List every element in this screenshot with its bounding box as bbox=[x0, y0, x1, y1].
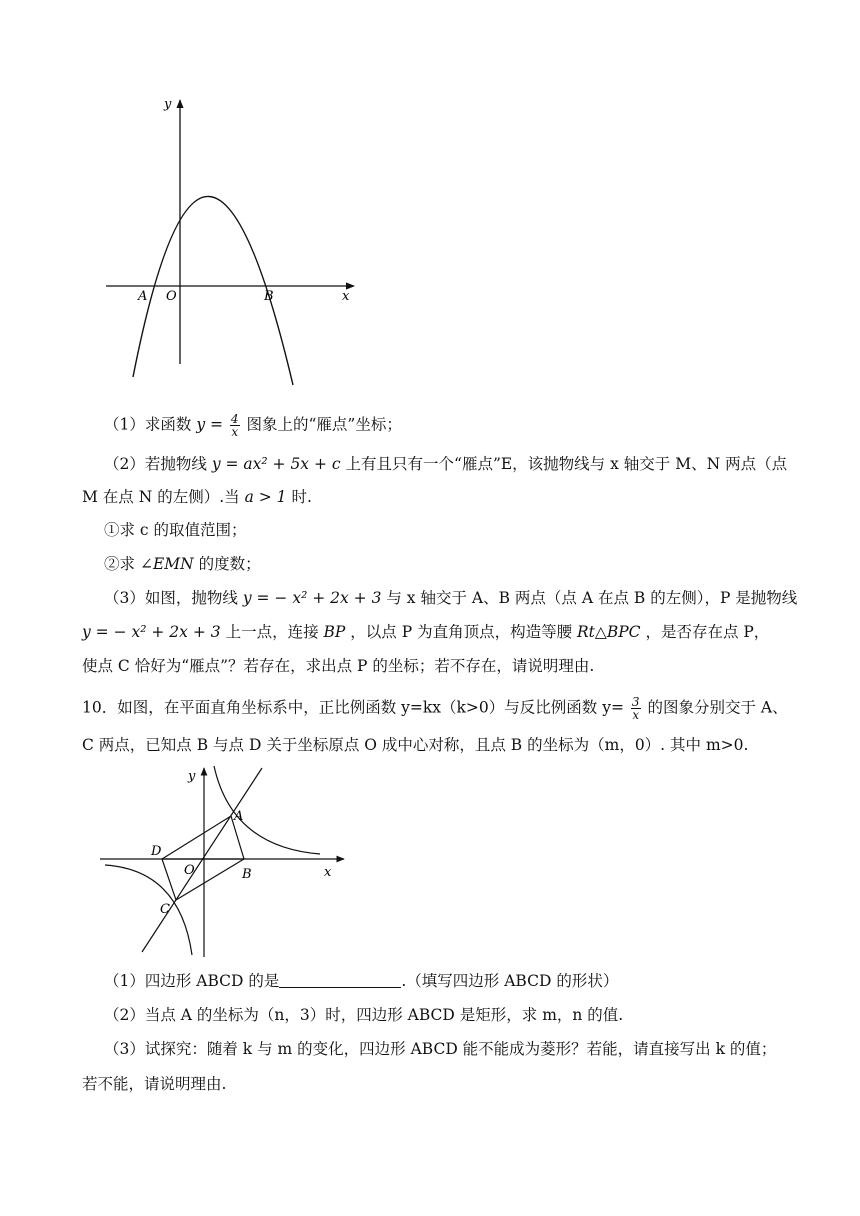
label-A-2: A bbox=[234, 809, 244, 824]
label-D-2: D bbox=[151, 844, 162, 859]
label-C-2: C bbox=[160, 902, 170, 917]
q9-part3-line3: 使点 C 恰好为“雁点”？若存在，求出点 P 的坐标；若不存在，请说明理由. bbox=[82, 657, 595, 675]
label-B-2: B bbox=[242, 867, 252, 882]
label-B: B bbox=[264, 289, 274, 304]
q9-part3-line1: （3）如图，抛物线 y = − x² + 2x + 3 与 x 轴交于 A、B 两点（点 A 在点 B 的左侧），P 是抛物线 bbox=[104, 589, 798, 607]
q9-part2-sub1: ①求 c 的取值范围； bbox=[104, 521, 247, 539]
q10-part3-line1: （3）试探究：随着 k 与 m 的变化，四边形 ABCD 能不能成为菱形？若能，请直接写出 k 的值； bbox=[104, 1040, 777, 1058]
label-y: y bbox=[164, 97, 172, 112]
label-x: x bbox=[342, 289, 350, 304]
label-O-2: O bbox=[184, 863, 195, 878]
q9-part1: （1）求函数 y = $\frac{4}{x}$ 图象上的“雁点”坐标； bbox=[104, 412, 402, 439]
q10-stem-line2: C 两点，已知点 B 与点 D 关于坐标原点 O 成中心对称，且点 B 的坐标为（m，0）. 其中 m>0. bbox=[82, 736, 749, 754]
q10-part1: （1）四边形 ABCD 的是 .（填写四边形 ABCD 的形状） bbox=[104, 972, 619, 990]
q10-part3-line2: 若不能，请说明理由. bbox=[82, 1075, 227, 1093]
label-x-2: x bbox=[324, 865, 332, 880]
fraction-4-over-x: $\frac{4}{x}$ bbox=[230, 412, 239, 439]
answer-blank[interactable] bbox=[279, 972, 401, 988]
q9-part2-line1: （2）若抛物线 y = ax² + 5x + c 上有且只有一个“雁点”E，该抛物线与 x 轴交于 M、N 两点（点 bbox=[104, 455, 788, 473]
line-y-kx bbox=[142, 768, 262, 952]
fraction-3-over-x: $\frac{3}{x}$ bbox=[631, 695, 640, 722]
parabola-figure bbox=[100, 92, 370, 392]
label-O: O bbox=[166, 289, 177, 304]
label-y-2: y bbox=[188, 769, 196, 784]
q9-part2-sub2: ②求 ∠EMN 的度数； bbox=[104, 555, 261, 573]
hyperbola-branch-upper bbox=[214, 766, 320, 854]
q9-part2-line2: M 在点 N 的左侧）.当 a > 1 时. bbox=[82, 488, 312, 506]
label-A: A bbox=[138, 289, 148, 304]
hyperbola-figure bbox=[100, 762, 350, 962]
q10-part2: （2）当点 A 的坐标为（n，3）时，四边形 ABCD 是矩形，求 m，n 的值. bbox=[104, 1006, 624, 1024]
q9-part3-line2: y = − x² + 2x + 3 上一点，连接 BP ，以点 P 为直角顶点，构造等腰 Rt△BPC ，是否存在点 P， bbox=[82, 623, 770, 641]
q10-stem-line1: 10．如图，在平面直角坐标系中，正比例函数 y=kx（k>0）与反比例函数 y= $\frac{3}{x}$ 的图象分别交于 A、 bbox=[82, 695, 788, 722]
